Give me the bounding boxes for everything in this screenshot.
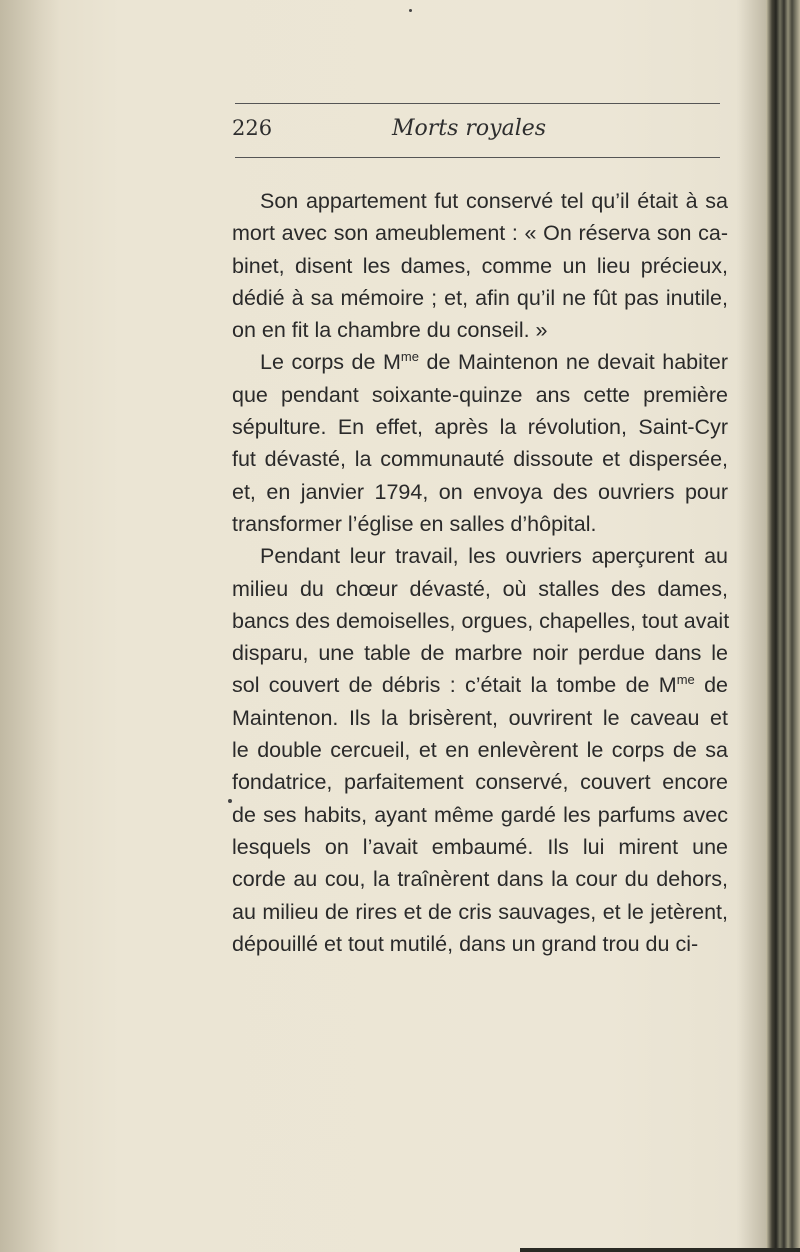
page-bottom-edge <box>520 1248 800 1252</box>
page-number: 226 <box>232 116 273 140</box>
text-line: transformer l’église en salles d’hôpital. <box>232 511 597 536</box>
text-line: fondatrice, parfaitement conservé, couvert encore <box>232 770 728 795</box>
superscript: me <box>676 672 695 688</box>
book-edge <box>766 0 800 1252</box>
text-line-with-superscript: sol couvert de débris : c’était la tombe de $M^{me}$ de <box>232 672 728 698</box>
running-title: Morts royales <box>392 116 547 141</box>
gutter-shadow <box>0 0 60 1252</box>
text-line-with-superscript: Le corps de $M^{me}$ de Maintenon ne devait habiter <box>260 349 728 375</box>
text-line: disparu, une table de marbre noir perdue dans le <box>232 641 728 666</box>
text-line: Son appartement fut conservé tel qu’il était à sa <box>260 189 728 213</box>
text-line: dédié à sa mémoire ; et, afin qu’il ne fût pas inutile, <box>232 285 728 310</box>
text-line: sépulture. En effet, après la révolution, Saint-Cyr <box>232 415 728 440</box>
edge-shadow <box>736 0 766 1252</box>
paper-speck <box>409 9 412 12</box>
text-line: de ses habits, ayant même gardé les parfums avec <box>232 802 728 827</box>
text-line: Pendant leur travail, les ouvriers aperçurent au <box>260 544 728 569</box>
text-line: mort avec son ameublement : « On réserva son ca- <box>232 221 728 246</box>
text-line: Maintenon. Ils la brisèrent, ouvrirent le caveau et <box>232 705 728 730</box>
text-line: dépouillé et tout mutilé, dans un grand trou du ci- <box>232 931 699 956</box>
superscript: me <box>400 349 419 365</box>
header-rule-bottom <box>235 157 720 158</box>
text-line: que pendant soixante-quinze ans cette première <box>232 382 728 407</box>
text-line: binet, disent les dames, comme un lieu précieux, <box>232 253 728 278</box>
text-line: fut dévasté, la communauté dissoute et dispersée, <box>232 447 728 472</box>
text-line: le double cercueil, et en enlevèrent le corps de sa <box>232 738 728 763</box>
text-line: milieu du chœur dévasté, où stalles des dames, <box>232 576 728 601</box>
text-line: bancs des demoiselles, orgues, chapelles, tout avait <box>232 608 730 633</box>
text-line: et, en janvier 1794, on envoya des ouvriers pour <box>232 479 728 504</box>
text-line: au milieu de rires et de cris sauvages, et le jetèrent, <box>232 899 728 924</box>
text-line: corde au cou, la traînèrent dans la cour du dehors, <box>232 867 728 892</box>
running-header <box>232 116 722 146</box>
body-text <box>232 185 728 960</box>
text-line: on en fit la chambre du conseil. » <box>232 318 548 343</box>
text-line: lesquels on l’avait embaumé. Ils lui mirent une <box>232 834 728 859</box>
header-rule-top <box>235 103 720 104</box>
